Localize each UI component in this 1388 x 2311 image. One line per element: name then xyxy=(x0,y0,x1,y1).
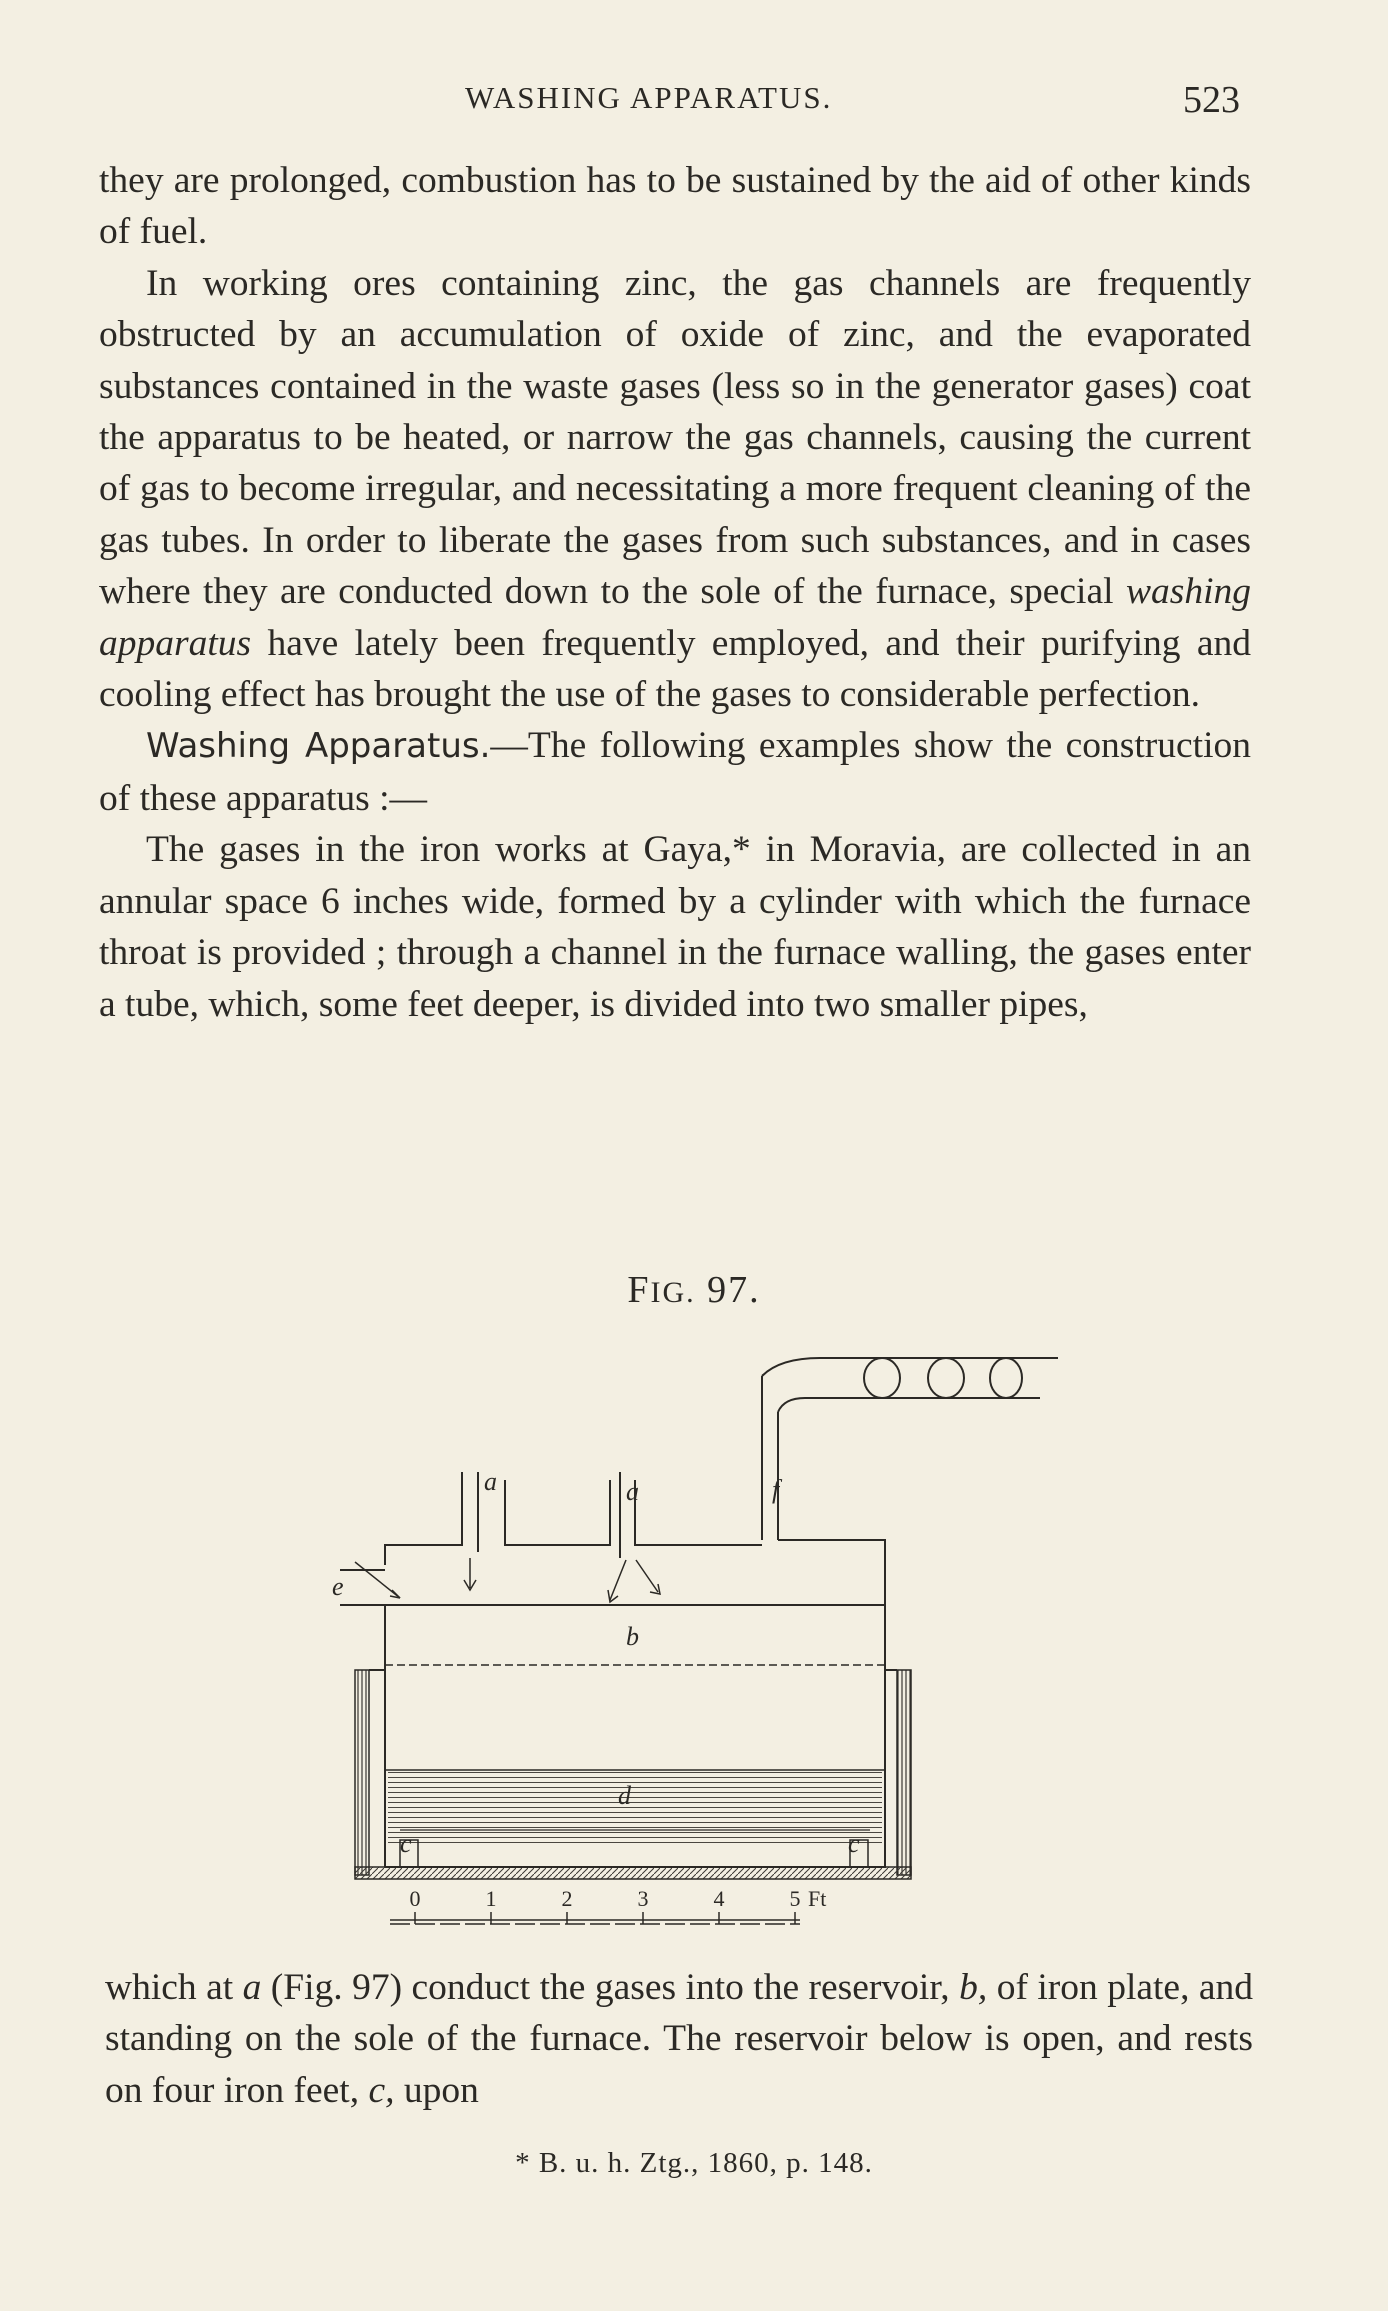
caption-number: 97. xyxy=(707,1269,761,1311)
running-title: WASHING APPARATUS. xyxy=(465,80,833,115)
paragraph-1: they are prolonged, combustion has to be sustained by the aid of other kinds of fuel. xyxy=(99,160,1251,253)
scale-tick-0: 0 xyxy=(409,1886,421,1911)
label-c-right: c xyxy=(848,1829,860,1858)
label-a-left: a xyxy=(484,1467,497,1496)
branch-pipe-a xyxy=(385,1472,462,1565)
page-number: 523 xyxy=(1183,79,1240,121)
arrow-a-left xyxy=(464,1558,476,1590)
p5-italic-c: c, xyxy=(368,2069,395,2111)
paragraph-4: The gases in the iron works at Gaya,* in Moravia, are collected in an annular space 6 inches wide, formed by a cylinder with which the furnace throat is provided ; through a channel in the furnace walling, the gases enter a tube, which, some feet deeper, is divided into two smaller pipes, xyxy=(99,829,1251,1025)
paragraph-3-text: —The following examples show the construction of these apparatus :— xyxy=(99,725,1251,819)
arrow-right xyxy=(636,1560,660,1594)
label-d: d xyxy=(618,1781,631,1810)
caption-prefix: F xyxy=(627,1269,651,1311)
scale-tick-3: 3 xyxy=(637,1886,649,1911)
p5-part-c: of iron plate, and standing on the sole of the furnace. The reservoir below is open, and rests on four iron feet, xyxy=(105,1967,1254,2111)
arrow-a-right xyxy=(608,1560,626,1602)
footnote: * B. u. h. Ztg., 1860, p. 148. xyxy=(515,2147,873,2179)
section-heading: Washing Apparatus. xyxy=(146,726,491,767)
arrow-e xyxy=(355,1562,400,1598)
pipe-section-2 xyxy=(928,1358,964,1398)
paragraph-5 xyxy=(105,1962,1253,2116)
paragraph-2-end: have lately been frequently employed, and their purifying and cooling effect has brought the use of the gases to considerable perfection. xyxy=(99,622,1251,716)
p5-part-b: (Fig. 97) conduct the gases into the reservoir, xyxy=(270,1967,950,2008)
p5-part-a: which at xyxy=(105,1967,234,2008)
body-text-bottom xyxy=(105,1962,1253,2116)
scale-tick-2: 2 xyxy=(561,1886,573,1911)
label-e: e xyxy=(332,1572,344,1601)
washing-apparatus-drawing xyxy=(300,1340,1080,1930)
tank-wall-right xyxy=(897,1670,911,1875)
water-level-d xyxy=(388,1770,882,1845)
page-header xyxy=(0,78,1388,128)
label-f: f xyxy=(772,1475,780,1504)
body-text-top xyxy=(99,155,1251,1030)
figure-caption xyxy=(0,1268,1388,1312)
label-b: b xyxy=(626,1622,639,1651)
paragraph-3 xyxy=(99,720,1251,824)
p5-italic-b: b, xyxy=(959,1967,988,2008)
scale-tick-4: 4 xyxy=(713,1886,725,1911)
scale-bar xyxy=(390,1886,826,1924)
label-c-left: c xyxy=(400,1829,412,1858)
scale-unit: Ft xyxy=(808,1886,827,1911)
paragraph-2 xyxy=(99,258,1251,721)
p5-part-d: upon xyxy=(403,2069,479,2111)
figure-97-diagram xyxy=(300,1340,1080,1930)
label-a-right: a xyxy=(626,1477,639,1506)
paragraph-2-text: In working ores containing zinc, the gas channels are frequently obstructed by an accumulation of oxide of zinc, and the evaporated substances contained in the waste gases (less so in the generator gases) coat the apparatus to be heated, or narrow the gas channels, causing the current of gas to become irregular, and necessitating a more frequent cleaning of the gas tubes. In order to liberate the gases from such substances, and in cases where they are conducted down to the sole of the furnace, special xyxy=(99,262,1251,613)
pipe-section-1 xyxy=(864,1358,900,1398)
p5-italic-a: a xyxy=(242,1967,262,2008)
caption-small: IG. xyxy=(650,1276,696,1309)
scale-tick-1: 1 xyxy=(485,1886,497,1911)
scale-tick-5: 5 xyxy=(789,1886,801,1911)
washing-apparatus-italic: washing apparatus xyxy=(99,571,1251,664)
tank-wall-left xyxy=(355,1670,369,1875)
furnace-sole xyxy=(355,1867,911,1879)
pipe-section-3 xyxy=(990,1358,1022,1398)
